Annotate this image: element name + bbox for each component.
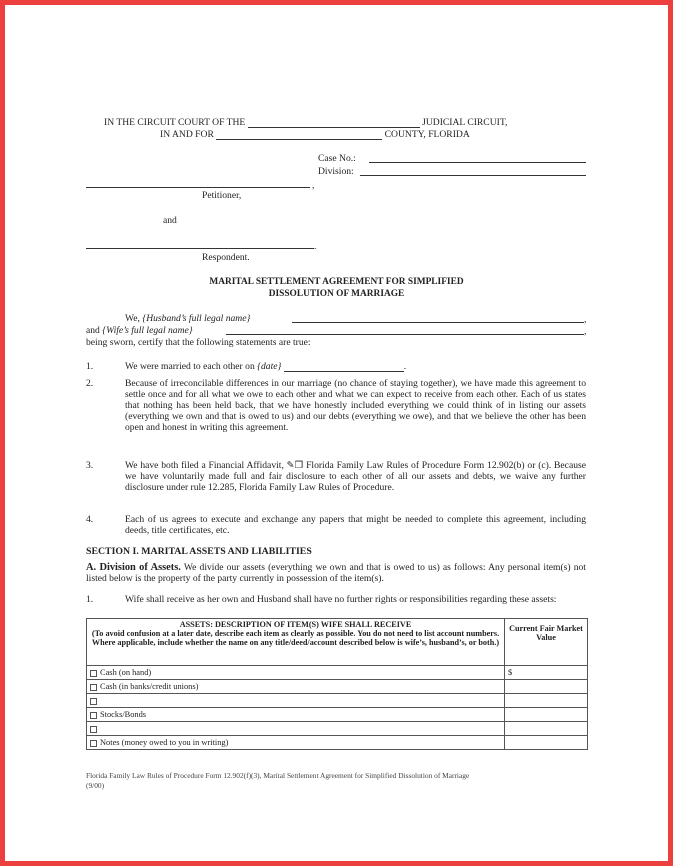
table-row [87, 694, 588, 708]
item-3-text: We have both filed a Financial Affidavit, ✎❒ Florida Family Law Rules of Procedure Form 12.902(b) or (c). Because we have voluntarily made full and fair disclosure to each other of all our assets and debts, we waive any further disclosure under rule 12.285, Florida Family Law Rules of Procedure. [125, 460, 586, 493]
table-row [87, 736, 588, 750]
item-1-label: We were married to each other on [125, 361, 255, 372]
footer-form-reference: Florida Family Law Rules of Procedure Form 12.902(f)(3), Marital Settlement Agreement for Simplified Dissolution of Marriage [86, 771, 470, 780]
value-cell[interactable] [505, 680, 588, 694]
checkbox-icon[interactable] [90, 726, 97, 733]
checkbox-icon[interactable] [90, 670, 97, 677]
checkbox-icon[interactable] [90, 740, 97, 747]
comma-1: , [312, 180, 315, 191]
county-blank[interactable] [216, 130, 382, 140]
husband-name-placeholder: {Husband’s full legal name} [142, 313, 251, 324]
wife-row [86, 325, 193, 336]
table-row [87, 666, 588, 680]
checkbox-icon[interactable] [90, 698, 97, 705]
we-label: We, [125, 313, 140, 324]
table-header-value [505, 619, 588, 666]
asset-cell[interactable] [87, 722, 505, 736]
husband-row [125, 313, 250, 324]
petitioner-blank[interactable] [86, 187, 310, 188]
asset-label: Cash (in banks/credit unions) [100, 682, 199, 691]
case-no-label: Case No.: [318, 153, 356, 164]
section-1-heading: SECTION I. MARITAL ASSETS AND LIABILITIES [86, 546, 312, 557]
footer-revision-date: (9/00) [86, 781, 105, 790]
checkbox-icon[interactable] [90, 684, 97, 691]
table-row [87, 680, 588, 694]
division-label: Division: [318, 166, 354, 177]
value-cell[interactable] [505, 666, 588, 680]
item-1-text: We were married to each other on {date} . [125, 361, 407, 372]
assets-header-title: ASSETS: DESCRIPTION OF ITEM(S) WIFE SHALL RECEIVE [179, 620, 412, 629]
and-label: and [163, 215, 177, 226]
table-row [87, 708, 588, 722]
market-value-header: Current Fair Market Value [509, 624, 583, 642]
husband-name-blank[interactable] [292, 322, 584, 323]
section-item-1-text: Wife shall receive as her own and Husband shall have no further rights or responsibilities regarding these assets: [125, 594, 557, 605]
respondent-blank[interactable] [86, 248, 314, 249]
wife-assets-table [86, 618, 588, 750]
value-text: $ [508, 668, 513, 677]
checkbox-icon[interactable] [90, 712, 97, 719]
table-header-description [87, 619, 505, 666]
item-3-number: 3. [86, 460, 94, 471]
section-item-1-number: 1. [86, 594, 94, 605]
in-and-for-label: IN AND FOR [160, 129, 214, 140]
petitioner-label: Petitioner, [202, 190, 242, 201]
item-1-number: 1. [86, 361, 94, 372]
case-no-blank[interactable] [369, 162, 586, 163]
item-4-number: 4. [86, 514, 94, 525]
asset-label: Notes (money owed to you in writing) [100, 738, 229, 747]
value-cell[interactable] [505, 708, 588, 722]
court-line-2 [160, 129, 470, 140]
court-label: IN THE CIRCUIT COURT OF THE [104, 117, 246, 128]
division-of-assets [86, 562, 586, 584]
asset-cell[interactable] [87, 680, 505, 694]
county-label: COUNTY, FLORIDA [384, 129, 470, 140]
and-intro-label: and [86, 325, 100, 336]
item-4-text: Each of us agrees to execute and exchange any papers that might be needed to complete this agreement, including deeds, title certificates, etc. [125, 514, 586, 536]
item-2-text: Because of irreconcilable differences in our marriage (no chance of staying together), we have made this agreement to settle once and for all what we owe to each other and what we can expect to receive from each other. Each of us states that nothing has been held back, that we have honestly included everything we could think of in listing our assets (everything we own and that is owed to us) and our debts (everything we owe), and that we believe the other has been open and honest in writing this agreement. [125, 378, 586, 433]
division-of-assets-text: We divide our assets (everything we own and that is owed to us) as follows: Any personal item(s) not listed below is the property of the party currently in possession of the item(s). [86, 562, 586, 584]
document-title-line-2: DISSOLUTION OF MARRIAGE [268, 289, 405, 299]
court-line-1 [104, 117, 507, 128]
division-blank[interactable] [360, 175, 586, 176]
document-title-line-1: MARITAL SETTLEMENT AGREEMENT FOR SIMPLIFIED [209, 277, 464, 287]
assets-header-instructions: (To avoid confusion at a later date, describe each item as clearly as possible. You do not need to list account numbers. Where applicable, include whether the name on any title/deed/account described below is wife’s, husband’s, or both.) [91, 629, 500, 647]
comma-4: , [584, 326, 587, 337]
table-row [87, 722, 588, 736]
comma-2: . [314, 241, 317, 252]
value-cell[interactable] [505, 722, 588, 736]
date-placeholder: {date} [257, 361, 282, 372]
item-2-number: 2. [86, 378, 94, 389]
respondent-label: Respondent. [202, 252, 250, 263]
asset-cell[interactable] [87, 694, 505, 708]
sworn-statement: being sworn, certify that the following statements are true: [86, 337, 311, 348]
asset-cell[interactable] [87, 736, 505, 750]
table-header-row [87, 619, 588, 666]
case-no-row [318, 153, 356, 164]
wife-name-placeholder: {Wife’s full legal name} [102, 325, 193, 336]
wife-name-blank[interactable] [226, 334, 584, 335]
asset-label: Cash (on hand) [100, 668, 152, 677]
circuit-blank[interactable] [248, 118, 420, 128]
asset-cell[interactable] [87, 666, 505, 680]
value-cell[interactable] [505, 694, 588, 708]
circuit-label: JUDICIAL CIRCUIT, [422, 117, 508, 128]
asset-cell[interactable] [87, 708, 505, 722]
marriage-date-blank[interactable] [284, 362, 404, 372]
division-of-assets-heading: A. Division of Assets. [86, 562, 181, 573]
asset-label: Stocks/Bonds [100, 710, 147, 719]
comma-3: , [584, 314, 587, 325]
value-cell[interactable] [505, 736, 588, 750]
division-row [318, 166, 354, 177]
